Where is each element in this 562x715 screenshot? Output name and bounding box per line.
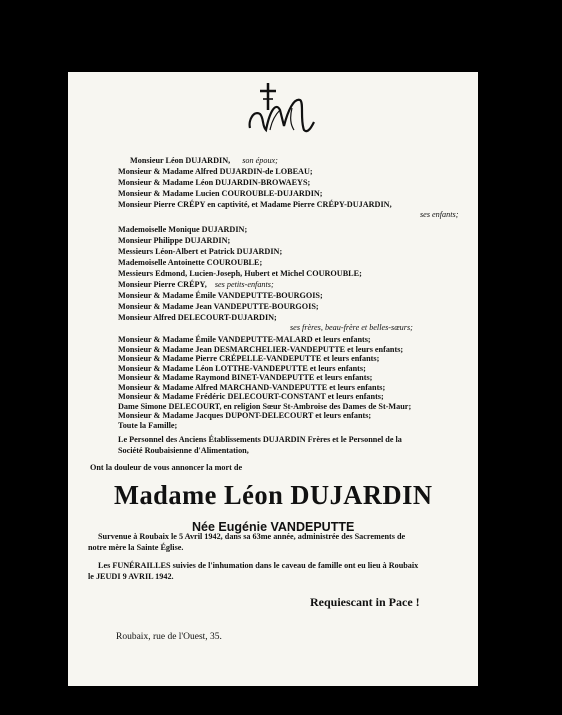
family-line: Monsieur & Madame Pierre CRÉPELLE-VANDEPUTTE et leurs enfants; — [118, 354, 380, 363]
family-line: Monsieur Léon DUJARDIN, son époux; — [130, 156, 278, 165]
personnel-line: Société Roubaisienne d'Alimentation, — [118, 446, 249, 455]
family-line: Monsieur & Madame Jean VANDEPUTTE-BOURGOIS; — [118, 302, 319, 311]
family-line: Monsieur & Madame Alfred MARCHAND-VANDEPUTTE et leurs enfants; — [118, 382, 386, 392]
relation-note: ses enfants; — [420, 210, 459, 219]
family-line: Monsieur Pierre CRÉPY en captivité, et Madame Pierre CRÉPY-DUJARDIN, — [118, 200, 392, 209]
deceased-name: Madame Léon DUJARDIN — [114, 480, 433, 510]
family-line: Messieurs Léon-Albert et Patrick DUJARDIN; — [118, 247, 283, 256]
address: Roubaix, rue de l'Ouest, 35. — [116, 632, 222, 642]
family-line: Dame Simone DELECOURT, en religion Sœur St-Ambroise des Dames de St-Maur; — [118, 401, 412, 411]
personnel-line: Le Personnel des Anciens Établissements DUJARDIN Frères et le Personnel de la — [118, 435, 402, 444]
family-line: Monsieur Pierre CRÉPY, ses petits-enfants; — [118, 280, 274, 289]
death-details: Survenue à Roubaix le 5 Avril 1942, dans sa 63me année, administrée des Sacrements de — [98, 532, 406, 541]
family-line: Toute la Famille; — [118, 420, 178, 430]
family-line: Mademoiselle Antoinette COUROUBLE; — [118, 258, 263, 267]
family-line: Monsieur & Madame Léon LOTTHE-VANDEPUTTE et leurs enfants; — [118, 363, 366, 373]
family-line: Monsieur & Madame Frédéric DELECOURT-CONSTANT et leurs enfants; — [118, 392, 384, 401]
family-line: Monsieur Alfred DELECOURT-DUJARDIN; — [118, 313, 277, 322]
family-line: Monsieur & Madame Raymond BINET-VANDEPUTTE et leurs enfants; — [118, 373, 373, 382]
closing-prayer: Requiescant in Pace ! — [310, 595, 420, 609]
family-line: Monsieur & Madame Léon DUJARDIN-BROWAEYS; — [118, 178, 311, 187]
family-line: Monsieur & Madame Jean DESMARCHELIER-VANDEPUTTE et leurs enfants; — [118, 344, 404, 354]
family-line: Monsieur & Madame Émile VANDEPUTTE-BOURGOIS; — [118, 291, 323, 300]
family-line: Monsieur & Madame Lucien COUROUBLE-DUJARDIN; — [118, 189, 323, 198]
family-line: Monsieur & Madame Alfred DUJARDIN-de LOBEAU; — [118, 167, 313, 176]
family-line: Mademoiselle Monique DUJARDIN; — [118, 225, 248, 234]
funeral-details: Les FUNÉRAILLES suivies de l'inhumation dans le caveau de famille ont eu lieu à Roubaix — [98, 561, 419, 570]
announcement: Ont la douleur de vous annoncer la mort de — [90, 463, 243, 472]
death-details: notre mère la Sainte Église. — [88, 543, 184, 552]
family-line: Monsieur Philippe DUJARDIN; — [118, 236, 231, 245]
notice-text — [68, 72, 478, 686]
family-line: Messieurs Edmond, Lucien-Joseph, Hubert et Michel COUROUBLE; — [118, 269, 362, 278]
family-line: Monsieur & Madame Jacques DUPONT-DELECOURT et leurs enfants; — [118, 411, 372, 420]
funeral-details: le JEUDI 9 AVRIL 1942. — [88, 572, 174, 581]
relation-note: ses frères, beau-frère et belles-sœurs; — [290, 323, 413, 332]
family-line: Monsieur & Madame Émile VANDEPUTTE-MALARD et leurs enfants; — [118, 335, 371, 344]
maiden-name: Née Eugénie VANDEPUTTE — [192, 520, 355, 534]
